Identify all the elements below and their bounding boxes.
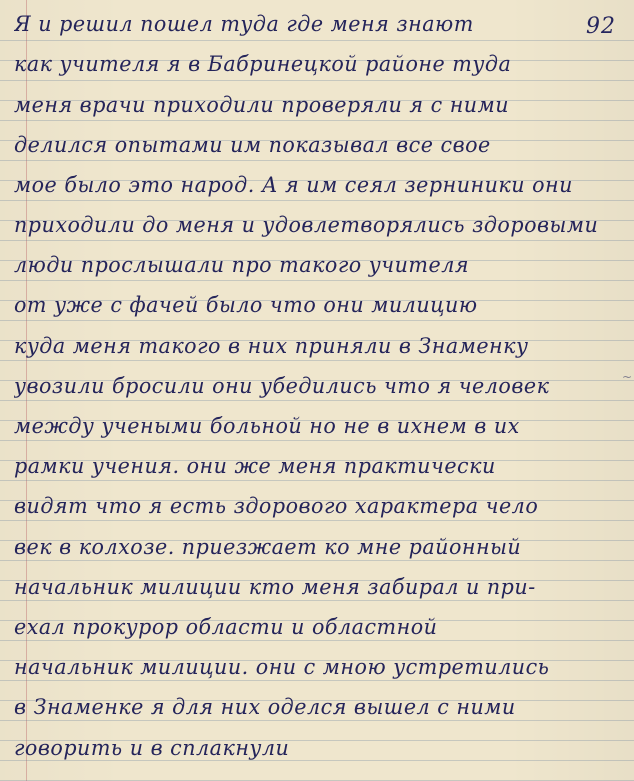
text-line: люди прослышали про такого учителя <box>14 253 470 277</box>
text-line: делился опытами им показывал все свое <box>14 133 491 157</box>
text-line: от уже с фачей было что они милицию <box>14 293 478 317</box>
text-line: меня врачи приходили проверяли я с ними <box>14 93 510 117</box>
text-line: приходили до меня и удовлетворялись здоровыми <box>14 213 599 237</box>
ruled-line <box>0 240 634 241</box>
ruled-line <box>0 40 634 41</box>
text-line: в Знаменке я для них оделся вышел с ними <box>14 695 516 719</box>
ruled-line <box>0 600 634 601</box>
edge-mark: ~ <box>621 370 632 384</box>
text-line: ехал прокурор области и областной <box>14 615 438 639</box>
ruled-line <box>0 320 634 321</box>
ruled-line <box>0 480 634 481</box>
text-line: век в колхозе. приезжает ко мне районный <box>14 535 522 559</box>
text-line: начальник милиции кто меня забирал и при- <box>14 575 536 599</box>
ruled-line <box>0 680 634 681</box>
ruled-line <box>0 360 634 361</box>
ruled-line <box>0 160 634 161</box>
ruled-line <box>0 560 634 561</box>
page-number: 92 <box>586 14 616 39</box>
ruled-line <box>0 720 634 721</box>
text-line: начальник милиции. они с мною устретились <box>14 655 550 679</box>
ruled-line <box>0 440 634 441</box>
ruled-line <box>0 200 634 201</box>
ruled-line <box>0 520 634 521</box>
text-line: увозили бросили они убедились что я человек <box>14 374 550 398</box>
ruled-line <box>0 280 634 281</box>
text-line: как учителя я в Бабринецкой районе туда <box>14 52 512 76</box>
text-line: куда меня такого в них приняли в Знаменку <box>14 334 529 358</box>
ruled-line <box>0 400 634 401</box>
text-line: рамки учения. они же меня практически <box>14 454 496 478</box>
text-line: говорить и в сплакнули <box>14 736 290 760</box>
ruled-line <box>0 760 634 761</box>
ruled-line <box>0 80 634 81</box>
text-line: мое было это народ. А я им сеял зерниники они <box>14 173 573 197</box>
ruled-line <box>0 640 634 641</box>
text-line: между учеными больной но не в ихнем в их <box>14 414 520 438</box>
text-line: Я и решил пошел туда где меня знают <box>14 12 474 36</box>
ruled-line <box>0 120 634 121</box>
text-line: видят что я есть здорового характера чело <box>14 494 539 518</box>
